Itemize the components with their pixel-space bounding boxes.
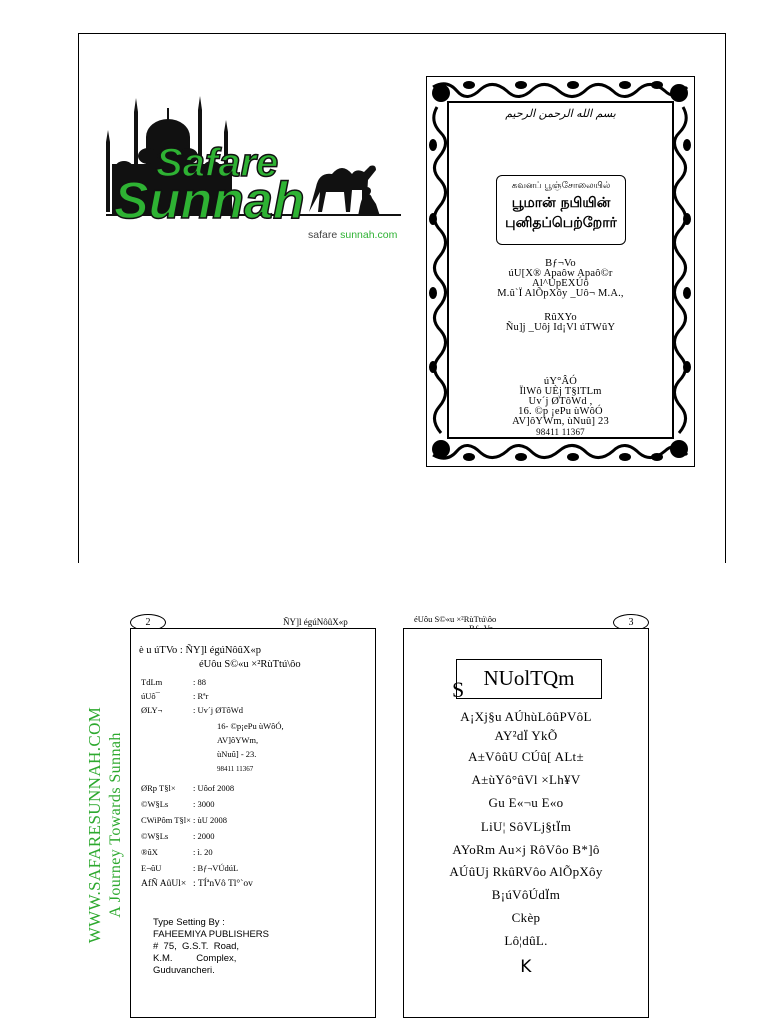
dedication-line: A±ùYô°ûVl ×Lh¥V — [471, 772, 581, 787]
arabic-heading: بسم الله الرحمن الرحيم — [505, 107, 616, 120]
info-row: CWiPôm T§l× : ùU 2008 — [141, 815, 227, 825]
page2-book-subtitle: éUôu S©«u ×²RùTtú\ôo — [199, 659, 301, 670]
dedication-title: NUolTQm — [456, 659, 602, 699]
address-line: AV]ôYWm, — [217, 735, 259, 745]
cover-author-line: Al^ÚpEXÚô — [532, 278, 589, 289]
typesetting-line: # 75, G.S.T. Road, — [153, 941, 240, 952]
cover-title-box — [496, 175, 626, 245]
info-row: ØRp T§l× : Uôof 2008 — [141, 783, 235, 793]
cover-address-line: 16. ©p ¡ePu ùWôÓ — [518, 406, 603, 417]
address-phone: 98411 11367 — [217, 765, 254, 773]
dedication-line: Lô¦dûL. — [504, 933, 548, 948]
drop-letter: S — [452, 677, 465, 702]
logo-site-url: safare sunnah.com — [308, 229, 398, 241]
cover-address-line: ÏlWô UÈj T§lTLm — [519, 386, 602, 397]
dedication-line: AÚûUj RkûRVôo AlÕpXôy — [449, 864, 603, 879]
typesetting-line: Guduvancheri. — [153, 965, 215, 976]
dedication-end-mark: K — [520, 957, 532, 977]
cover-author-line: M.û`Ï AlÕpXôy _Uô¬ M.A., — [497, 288, 624, 299]
page2-running-header: ÑY]l égúNôûX«p — [283, 617, 348, 627]
cover-phone: 98411 11367 — [536, 427, 585, 437]
info-row: AfÑ AûUl× : TÍªnVô Tl°`ov — [141, 879, 253, 889]
dedication-line: AYoRm Au×j RôVôo B*]ô — [452, 842, 600, 857]
logo-word-safare: Safare — [156, 141, 279, 185]
cover-author-line: Bƒ¬Vo — [545, 258, 576, 269]
dedication-line: A¡Xj§u AÚhùLôûPVôL — [460, 709, 592, 724]
side-website-text: WWW.SAFARESUNNAH.COM — [85, 706, 104, 944]
cover-title-line2: பூமான் நபியின் — [511, 195, 611, 211]
cover-publisher-line: Ñu]j _Uôj Id¡Vl úTWûY — [505, 322, 616, 333]
cover-title-line1: கவனப் பூஞ்சோலையில் — [511, 181, 611, 191]
dedication-line: AY²dÏ YkÕ — [494, 728, 558, 743]
info-row: E¬ûU : Bƒ¬VÚdúL — [141, 863, 239, 873]
cover-inner-panel — [447, 101, 674, 439]
cover-title-line3: புனிதப்பெற்றோர் — [505, 215, 617, 231]
dedication-line: B¡úVôÚdÏm — [491, 887, 561, 902]
typesetting-line: Type Setting By : — [153, 917, 225, 928]
typesetting-line: K.M. Complex, — [153, 953, 237, 964]
address-line: ùNuû] - 23. — [217, 749, 257, 759]
dedication-line: LiU¦ SôVLj§tÏm — [480, 819, 572, 834]
side-tagline-text: A Journey Towards Sunnah — [107, 732, 124, 918]
typesetting-line: FAHEEMIYA PUBLISHERS — [153, 929, 269, 940]
safare-sunnah-logo — [104, 92, 414, 227]
info-row: ©W§Ls : 3000 — [141, 799, 215, 809]
dedication-line: Ckèp — [511, 910, 541, 925]
book-cover — [426, 76, 695, 467]
page-2 — [130, 628, 376, 1018]
cover-address-line: AV]ôYWm, ùNuû] 23 — [512, 416, 609, 427]
page-number-3: 3 — [613, 614, 649, 631]
cover-publisher-line: RûXYo — [544, 312, 577, 323]
info-row: ØLY¬ : Uv´j ØTôWd — [141, 705, 244, 715]
cover-address-line: Uv´j ØTôWd , — [528, 396, 593, 407]
logo-word-sunnah: Sunnah — [114, 172, 305, 227]
info-row: úUô¯ : Rªr — [141, 691, 209, 701]
page-number-2: 2 — [130, 614, 166, 631]
dedication-line: A±VôûU CÚû[ ALt± — [468, 749, 584, 764]
dedication-line: Gu E«¬u E«o — [488, 795, 564, 810]
address-line: 16- ©p¡ePu ùWôÓ, — [217, 721, 284, 731]
info-row: ®ûX : ì. 20 — [141, 847, 213, 857]
page3-running-header: éUôu S©«u ×²RùTtú\ôo — [414, 614, 497, 624]
cover-address-line: úY°ÂÓ — [543, 376, 578, 387]
page-3 — [403, 628, 649, 1018]
info-row: TdLm : 88 — [141, 677, 206, 687]
page2-book-title: è u úTVo : ÑY]l égúNôûX«p — [139, 645, 262, 656]
info-row: ©W§Ls : 2000 — [141, 831, 215, 841]
cover-author-line: úU[X® Apaôw Apaô©r — [508, 268, 613, 279]
